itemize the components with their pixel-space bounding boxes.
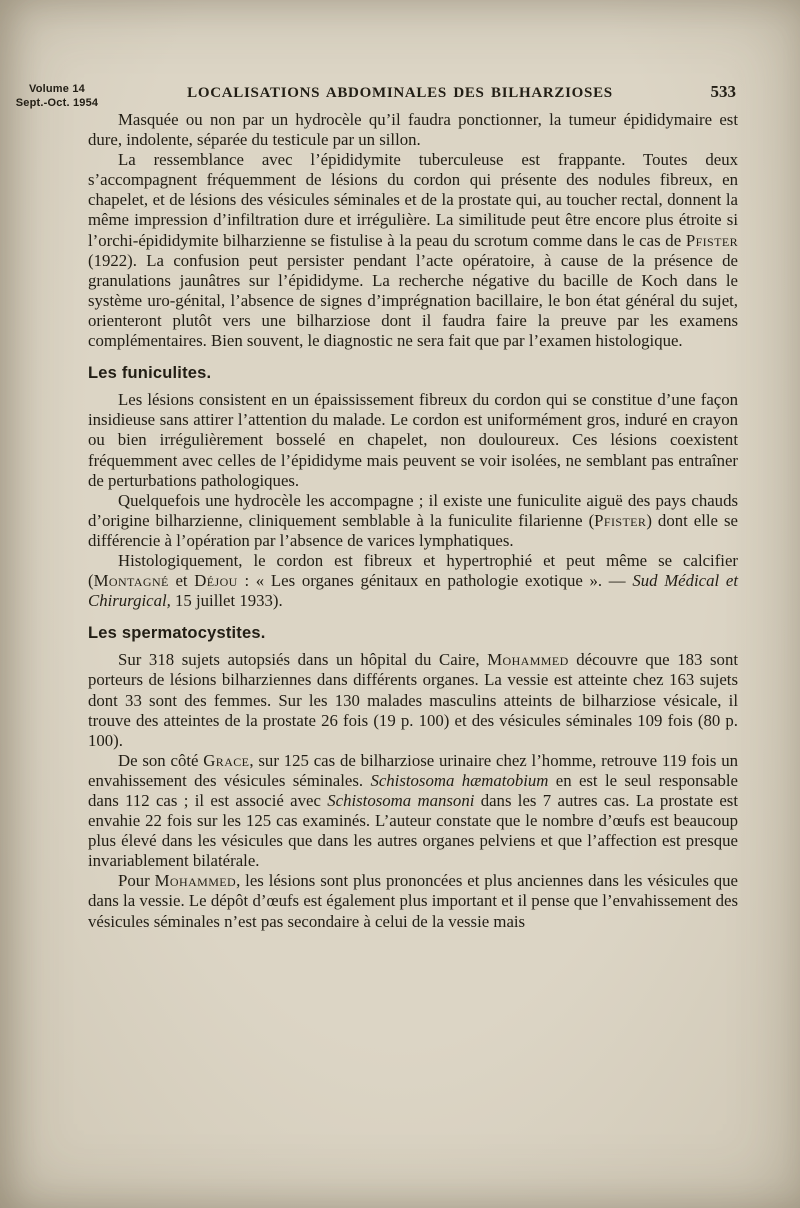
paragraph xyxy=(88,150,738,351)
section-heading: Les funiculites. xyxy=(88,364,212,383)
text-run: Pour xyxy=(118,871,155,891)
paragraph xyxy=(88,491,738,551)
text-run: 15 juillet 1933). xyxy=(170,591,283,611)
text-run: La ressemblance avec l’épididymite tuberculeuse est frappante. Toutes deux s’accompagnent fréquemment de lésions du cordon qui présente des nodules fibreux, en chapelet, et de lésions des vésicules séminales et de la prostate qui, au toucher rectal, donnent la même impression d’infiltration dure et irrégulière. La similitude peut être encore plus étroite si l’orchi-épididymite bilharzienne se fistulise à la peau du scrotum comme dans le cas de xyxy=(88,150,738,250)
author-name: Mohammed xyxy=(487,650,569,670)
page-header xyxy=(0,82,800,112)
volume-number: Volume 14 xyxy=(28,83,85,95)
text-run: Les lésions consistent en un épaississement fibreux du cordon qui se constitue d’une façon insidieuse sans attirer l’attention du malade. Le cordon est uniformément gros, induré en crayon ou bien irrégulièrement bosselé en chapelet, non douloureux. Ces lésions coexistent fréquemment avec celles de l’épididyme mais peuvent se voir isolées, ne semblant pas entraîner de perturbations pathologiques. xyxy=(88,390,738,490)
page-number: 533 xyxy=(710,82,736,101)
text-run: dans les 7 autres cas. La prostate est envahie 22 fois sur les 125 cas examinés. L’auteur constate que le nombre d’œufs est beaucoup plus élevé dans les vésicules que dans les autres organes pelviens et que l’affection est presque invariablement bilatérale. xyxy=(88,791,739,871)
issue-date: Sept.-Oct. 1954 xyxy=(15,96,99,109)
italic-text: Schistosoma hæmatobium xyxy=(370,770,549,790)
author-name: Mohammed xyxy=(154,871,237,891)
author-name: Grace xyxy=(203,750,250,770)
paragraph xyxy=(88,110,738,150)
author-name: Pfister xyxy=(594,510,647,530)
text-run: et xyxy=(168,571,195,591)
running-title: LOCALISATIONS ABDOMINALES DES BILHARZIOSES xyxy=(187,85,613,101)
text-run: , sur 125 cas de bilharziose urinaire chez l’homme, retrouve 119 fois un envahissement des vésicules séminales. xyxy=(88,750,738,790)
text-run: ) dont elle se différencie à l’opération par l’absence de varices lymphatiques. xyxy=(88,510,739,550)
text-run: , les lésions sont plus prononcées et plus anciennes dans les vésicules que dans la vessie. Le dépôt d’œufs est également plus important et il pense que l’envahissement des vésicules séminales n’est pas secondaire à celui de la vessie mais xyxy=(88,871,738,931)
text-run: Quelquefois une hydrocèle les accompagne ; il existe une funiculite aiguë des pays chauds d’origine bilharzienne, cliniquement semblable à la funiculite filarienne ( xyxy=(88,490,738,530)
italic-text: Schistosoma mansoni xyxy=(327,791,475,810)
paragraph xyxy=(88,551,738,611)
text-run: : « Les organes génitaux en pathologie exotique ». — xyxy=(237,571,633,591)
text-run: découvre que 183 sont porteurs de lésions bilharziennes dans différents organes. La vessie est atteinte chez 163 sujets dont 33 sont des femmes. Sur les 130 malades masculins atteints de bilharziose vésicale, il trouve des atteintes de la prostate 26 fois (19 p. 100) et des vésicules séminales 109 fois (80 p. 100). xyxy=(88,650,738,750)
text-run: Masquée ou non par un hydrocèle qu’il faudra ponctionner, la tumeur épididymaire est dure, indolente, séparée du testicule par un sillon. xyxy=(88,110,738,150)
italic-text: Sud Médical et Chirurgical, xyxy=(88,571,738,611)
paragraph xyxy=(88,751,738,872)
author-name: Montagné xyxy=(93,571,169,591)
author-name: Déjou xyxy=(194,571,238,591)
volume-info xyxy=(12,83,102,111)
text-run: De son côté xyxy=(118,750,204,770)
text-run: Sur 318 sujets autopsiés dans un hôpital du Caire, xyxy=(118,650,488,670)
article-body xyxy=(88,110,738,932)
paragraph xyxy=(88,871,738,931)
paragraph xyxy=(88,390,738,490)
text-run: Histologiquement, le cordon est fibreux et hypertrophié et peut même se calcifier ( xyxy=(88,550,738,591)
author-name: Pfister xyxy=(685,230,738,250)
paragraph xyxy=(88,650,738,750)
text-run: (1922). La confusion peut persister pendant l’acte opératoire, à cause de la présence de granulations jaunâtres sur l’épididyme. La recherche négative du bacille de Koch dans le système uro-génital, l’absence de signes d’imprégnation bacillaire, le bon état général du sujet, orienteront plutôt vers une bilharziose dont il faudra faire la preuve par les examens complémentaires. Bien souvent, le diagnostic ne sera fait que par l’examen histologique. xyxy=(88,250,738,351)
section-heading: Les spermatocystites. xyxy=(88,624,266,643)
text-run: en est le seul responsable dans 112 cas ; il est associé avec xyxy=(88,770,739,810)
